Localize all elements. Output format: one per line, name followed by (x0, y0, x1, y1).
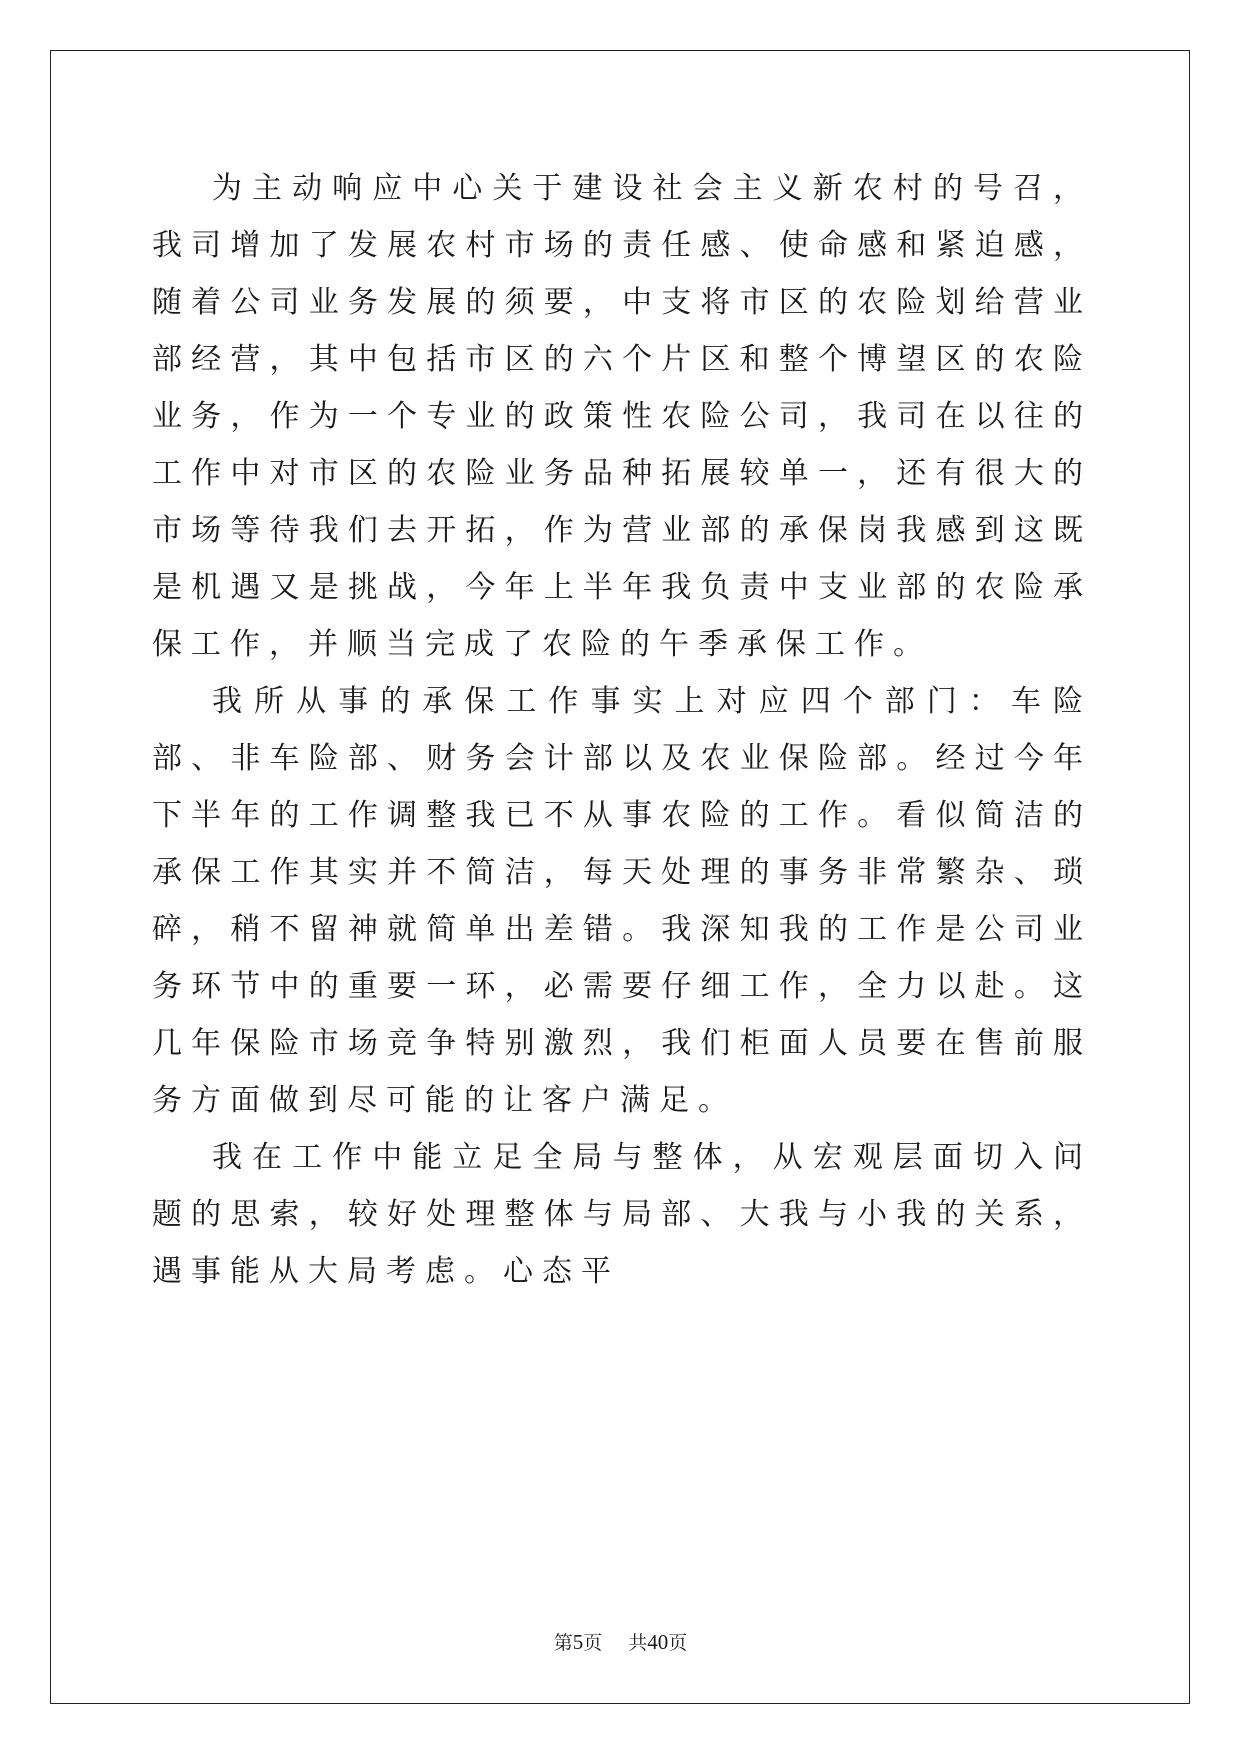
page-footer (0, 1628, 1241, 1655)
paragraph-3: 我在工作中能立足全局与整体，从宏观层面切入问题的思索，较好处理整体与局部、大我与小我的关系，遇事能从大局考虑。心态平 (152, 1140, 1092, 1289)
page-suffix: 页 (583, 1632, 603, 1654)
total-suffix: 页 (668, 1632, 688, 1654)
paragraph-2: 我所从事的承保工作事实上对应四个部门：车险部、非车险部、财务会计部以及农业保险部。经过今年下半年的工作调整我已不从事农险的工作。看似简洁的承保工作其实并不简洁，每天处理的事务非常繁杂、琐碎，稍不留神就简单出差错。我深知我的工作是公司业务环节中的重要一环，必需要仔细工作，全力以赴。这几年保险市场竞争特别激烈，我们柜面人员要在售前服务方面做到尽可能的让客户满足。 (152, 684, 1092, 1118)
document-body (152, 160, 1092, 1300)
paragraph-1: 为主动响应中心关于建设社会主义新农村的号召，我司增加了发展农村市场的责任感、使命感和紧迫感，随着公司业务发展的须要，中支将市区的农险划给营业部经营，其中包括市区的六个片区和整个博望区的农险业务，作为一个专业的政策性农险公司，我司在以往的工作中对市区的农险业务品种拓展较单一，还有很大的市场等待我们去开拓，作为营业部的承保岗我感到这既是机遇又是挑战，今年上半年我负责中支业部的农险承保工作，并顺当完成了农险的午季承保工作。 (152, 171, 1092, 662)
page-number: 5 (572, 1630, 584, 1654)
page-prefix: 第 (553, 1632, 573, 1654)
total-pages: 40 (647, 1630, 669, 1654)
total-prefix: 共 (628, 1632, 648, 1654)
